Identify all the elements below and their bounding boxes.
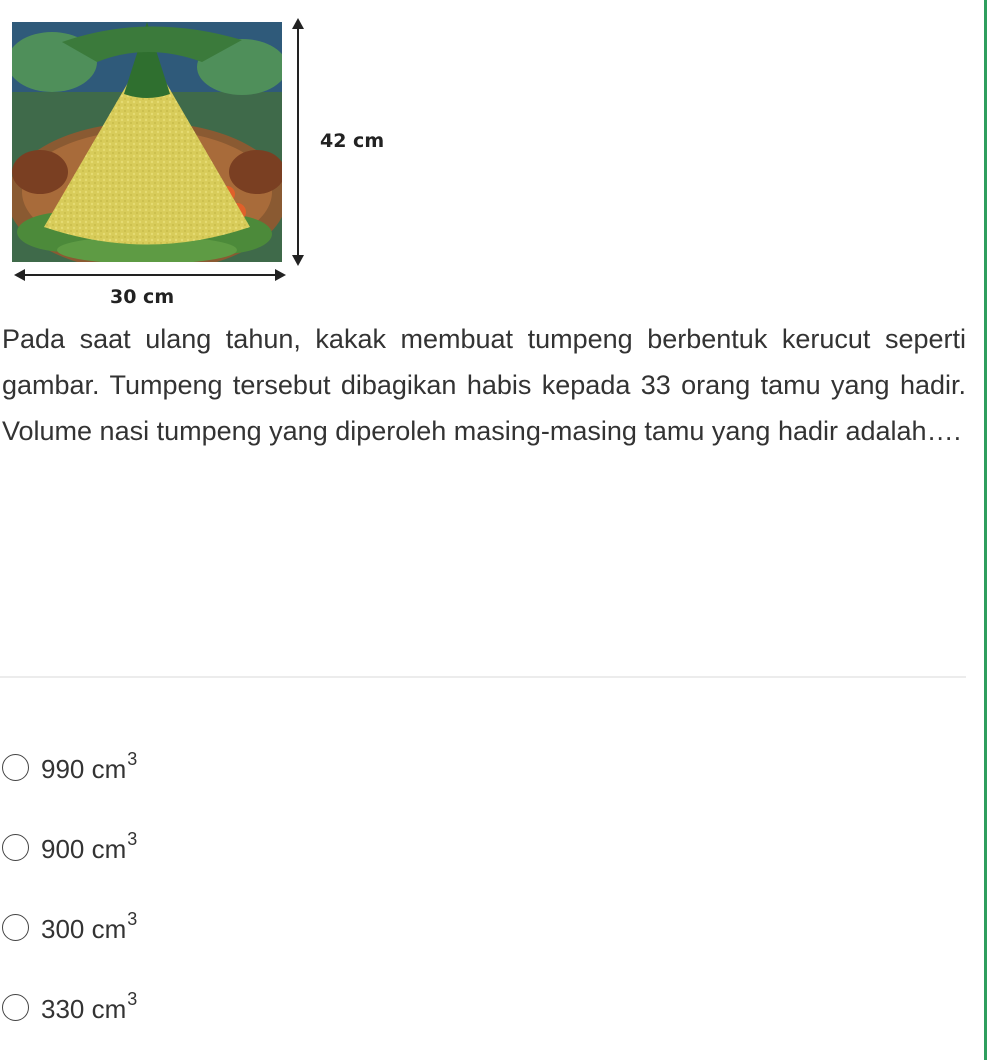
option-c[interactable] xyxy=(0,882,600,962)
option-label: 300 $cm^3$ xyxy=(41,909,138,944)
option-b[interactable] xyxy=(0,802,600,882)
radio-button[interactable] xyxy=(2,834,29,861)
question-figure xyxy=(0,0,420,320)
answer-options xyxy=(0,722,600,1042)
radio-button[interactable] xyxy=(2,914,29,941)
divider xyxy=(0,676,966,678)
option-d[interactable] xyxy=(0,962,600,1042)
question-text: Pada saat ulang tahun, kakak membuat tumpeng berbentuk kerucut seperti gambar. Tumpeng tersebut dibagikan habis kepada 33 orang tamu yang hadir. Volume nasi tumpeng yang diperoleh masing-masing tamu yang hadir adalah…. xyxy=(2,324,966,446)
tumpeng-photo xyxy=(12,22,282,262)
height-label: 42 cm xyxy=(320,130,385,152)
radio-button[interactable] xyxy=(2,994,29,1021)
width-label: 30 cm xyxy=(110,286,175,308)
radio-button[interactable] xyxy=(2,754,29,781)
height-arrow xyxy=(288,18,308,266)
panel-right-border xyxy=(984,0,987,1060)
option-label: 900 $cm^3$ xyxy=(41,829,138,864)
option-a[interactable] xyxy=(0,722,600,802)
option-label: 990 $cm^3$ xyxy=(41,749,138,784)
option-label: 330 $cm^3$ xyxy=(41,989,138,1024)
width-arrow xyxy=(14,266,286,284)
